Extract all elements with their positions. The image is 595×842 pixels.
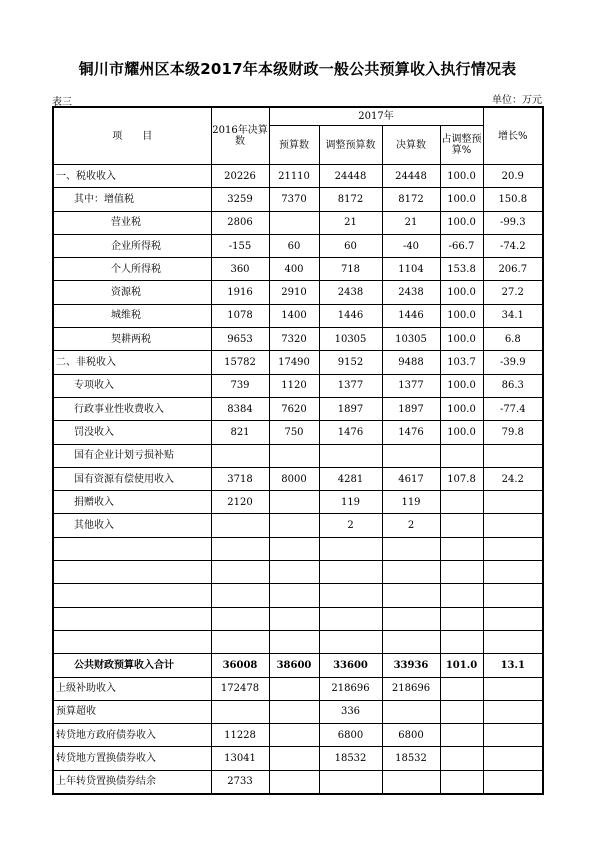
cell-adjusted: 8172 [319, 188, 382, 211]
cell-2016-final: 15782 [211, 351, 269, 374]
cell-item: 其他收入 [53, 514, 211, 537]
table-row [53, 561, 543, 584]
cell-budget [269, 491, 319, 514]
cell-item: 城维税 [53, 304, 211, 327]
cell-pct [440, 747, 483, 770]
cell-budget [269, 607, 319, 630]
cell-growth: -39.9 [483, 351, 543, 374]
cell-2016-final: 2733 [211, 770, 269, 794]
cell-growth [483, 630, 543, 653]
cell-budget: 8000 [269, 467, 319, 490]
table-row [53, 328, 543, 351]
cell-growth: 206.7 [483, 258, 543, 281]
cell-final [382, 444, 440, 467]
header-row-1 [53, 107, 543, 126]
table-row [53, 724, 543, 747]
cell-adjusted [319, 630, 382, 653]
cell-2016-final [211, 607, 269, 630]
cell-growth: 6.8 [483, 328, 543, 351]
cell-final: 119 [382, 491, 440, 514]
table-row [53, 491, 543, 514]
cell-adjusted: 10305 [319, 328, 382, 351]
cell-pct [440, 770, 483, 794]
cell-adjusted: 6800 [319, 724, 382, 747]
cell-final: 2 [382, 514, 440, 537]
header-year: 2017年 [269, 107, 483, 126]
header-growth: 增长% [483, 107, 543, 165]
cell-2016-final [211, 584, 269, 607]
cell-growth: 20.9 [483, 165, 543, 188]
cell-2016-final [211, 514, 269, 537]
cell-final: 1476 [382, 421, 440, 444]
cell-pct: 107.8 [440, 467, 483, 490]
cell-pct [440, 700, 483, 723]
cell-growth: 150.8 [483, 188, 543, 211]
table-row [53, 444, 543, 467]
cell-adjusted: 18532 [319, 747, 382, 770]
cell-item: 国有企业计划亏损补贴 [53, 444, 211, 467]
cell-adjusted: 24448 [319, 165, 382, 188]
cell-2016-final: 20226 [211, 165, 269, 188]
cell-final [382, 607, 440, 630]
cell-pct [440, 444, 483, 467]
cell-growth [483, 747, 543, 770]
cell-growth [483, 770, 543, 794]
cell-2016-final [211, 537, 269, 560]
cell-budget: 60 [269, 234, 319, 257]
cell-pct: 100.0 [440, 421, 483, 444]
cell-final [382, 537, 440, 560]
cell-budget [269, 677, 319, 700]
cell-budget: 2910 [269, 281, 319, 304]
cell-item: 一、税收收入 [53, 165, 211, 188]
cell-2016-final: 360 [211, 258, 269, 281]
cell-pct: 100.0 [440, 304, 483, 327]
table-row [53, 188, 543, 211]
cell-growth: 13.1 [483, 654, 543, 677]
cell-pct: 100.0 [440, 281, 483, 304]
cell-adjusted: 9152 [319, 351, 382, 374]
cell-budget [269, 747, 319, 770]
cell-budget: 7620 [269, 397, 319, 420]
cell-growth: -99.3 [483, 211, 543, 234]
cell-final: 6800 [382, 724, 440, 747]
cell-growth [483, 724, 543, 747]
cell-item: 上年转贷置换债券结余 [53, 770, 211, 794]
table-row [53, 165, 543, 188]
cell-pct [440, 584, 483, 607]
header-item: 项 目 [53, 107, 211, 165]
cell-growth: 27.2 [483, 281, 543, 304]
cell-final: 18532 [382, 747, 440, 770]
cell-growth [483, 584, 543, 607]
cell-item: 转贷地方置换债券收入 [53, 747, 211, 770]
cell-growth: -74.2 [483, 234, 543, 257]
cell-adjusted: 119 [319, 491, 382, 514]
table-row [53, 654, 543, 677]
cell-item [53, 537, 211, 560]
cell-growth: 24.2 [483, 467, 543, 490]
cell-final: -40 [382, 234, 440, 257]
cell-budget [269, 444, 319, 467]
cell-2016-final: 3718 [211, 467, 269, 490]
cell-pct [440, 724, 483, 747]
cell-final: 8172 [382, 188, 440, 211]
cell-item: 企业所得税 [53, 234, 211, 257]
cell-2016-final: 1916 [211, 281, 269, 304]
cell-item: 行政事业性收费收入 [53, 397, 211, 420]
cell-adjusted: 1476 [319, 421, 382, 444]
cell-final: 24448 [382, 165, 440, 188]
cell-item: 资源税 [53, 281, 211, 304]
header-adjusted: 调整预算数 [319, 126, 382, 165]
cell-final [382, 700, 440, 723]
header-budget: 预算数 [269, 126, 319, 165]
header-final: 决算数 [382, 126, 440, 165]
cell-growth [483, 561, 543, 584]
cell-budget: 1400 [269, 304, 319, 327]
table-row [53, 234, 543, 257]
cell-adjusted: 21 [319, 211, 382, 234]
cell-growth: 34.1 [483, 304, 543, 327]
cell-final: 1104 [382, 258, 440, 281]
table-row [53, 304, 543, 327]
cell-budget: 750 [269, 421, 319, 444]
table-number: 表三 [52, 97, 72, 108]
cell-budget [269, 537, 319, 560]
table-row [53, 607, 543, 630]
cell-adjusted: 2438 [319, 281, 382, 304]
cell-pct: 101.0 [440, 654, 483, 677]
cell-2016-final [211, 561, 269, 584]
cell-item: 个人所得税 [53, 258, 211, 281]
cell-adjusted [319, 561, 382, 584]
table-row [53, 351, 543, 374]
cell-budget: 21110 [269, 165, 319, 188]
revenue-table [52, 106, 544, 795]
table-row [53, 747, 543, 770]
cell-adjusted: 218696 [319, 677, 382, 700]
table-row [53, 258, 543, 281]
cell-final: 1377 [382, 374, 440, 397]
cell-budget: 7370 [269, 188, 319, 211]
cell-pct [440, 537, 483, 560]
table-row [53, 397, 543, 420]
header-pct-adjusted: 占调整预算% [440, 126, 483, 165]
cell-budget [269, 724, 319, 747]
cell-budget [269, 770, 319, 794]
cell-adjusted [319, 770, 382, 794]
cell-item: 公共财政预算收入合计 [53, 654, 211, 677]
cell-adjusted [319, 537, 382, 560]
cell-pct: 100.0 [440, 397, 483, 420]
cell-item: 国有资源有偿使用收入 [53, 467, 211, 490]
page-title: 铜川市耀州区本级2017年本级财政一般公共预算收入执行情况表 [78, 60, 517, 78]
cell-item: 罚没收入 [53, 421, 211, 444]
cell-budget [269, 514, 319, 537]
table-body [53, 165, 543, 795]
cell-final: 21 [382, 211, 440, 234]
cell-adjusted: 4281 [319, 467, 382, 490]
cell-item: 其中：增值税 [53, 188, 211, 211]
cell-adjusted [319, 607, 382, 630]
cell-final: 33936 [382, 654, 440, 677]
cell-pct [440, 491, 483, 514]
cell-2016-final [211, 630, 269, 653]
cell-item: 专项收入 [53, 374, 211, 397]
cell-2016-final: 2120 [211, 491, 269, 514]
cell-final: 2438 [382, 281, 440, 304]
cell-final [382, 584, 440, 607]
cell-2016-final: 821 [211, 421, 269, 444]
cell-pct [440, 607, 483, 630]
table-row [53, 630, 543, 653]
table-row [53, 467, 543, 490]
cell-final: 4617 [382, 467, 440, 490]
cell-final [382, 561, 440, 584]
cell-item: 转贷地方政府债券收入 [53, 724, 211, 747]
cell-growth [483, 514, 543, 537]
cell-growth [483, 537, 543, 560]
cell-budget: 17490 [269, 351, 319, 374]
cell-pct: 100.0 [440, 165, 483, 188]
cell-item: 契耕两税 [53, 328, 211, 351]
cell-2016-final: 2806 [211, 211, 269, 234]
cell-final: 218696 [382, 677, 440, 700]
table-row [53, 770, 543, 794]
cell-budget [269, 584, 319, 607]
cell-2016-final: 9653 [211, 328, 269, 351]
cell-item [53, 630, 211, 653]
cell-item: 预算超收 [53, 700, 211, 723]
cell-adjusted [319, 444, 382, 467]
cell-growth [483, 491, 543, 514]
table-row [53, 281, 543, 304]
cell-budget [269, 561, 319, 584]
cell-budget: 7320 [269, 328, 319, 351]
cell-2016-final [211, 700, 269, 723]
cell-growth [483, 677, 543, 700]
cell-item [53, 561, 211, 584]
cell-item: 上级补助收入 [53, 677, 211, 700]
cell-2016-final [211, 444, 269, 467]
cell-adjusted: 1446 [319, 304, 382, 327]
cell-adjusted [319, 584, 382, 607]
cell-2016-final: 739 [211, 374, 269, 397]
cell-2016-final: 11228 [211, 724, 269, 747]
cell-pct [440, 561, 483, 584]
cell-2016-final: 1078 [211, 304, 269, 327]
cell-pct: -66.7 [440, 234, 483, 257]
cell-2016-final: 36008 [211, 654, 269, 677]
cell-budget: 400 [269, 258, 319, 281]
cell-final [382, 630, 440, 653]
cell-pct [440, 514, 483, 537]
cell-adjusted: 2 [319, 514, 382, 537]
cell-final: 1446 [382, 304, 440, 327]
cell-pct: 100.0 [440, 328, 483, 351]
cell-item [53, 584, 211, 607]
header-2016-final: 2016年决算数 [211, 107, 269, 165]
cell-2016-final: 172478 [211, 677, 269, 700]
cell-adjusted: 60 [319, 234, 382, 257]
cell-final: 1897 [382, 397, 440, 420]
table-row [53, 584, 543, 607]
cell-budget: 38600 [269, 654, 319, 677]
cell-pct [440, 677, 483, 700]
cell-pct: 100.0 [440, 188, 483, 211]
cell-item: 捐赠收入 [53, 491, 211, 514]
cell-growth [483, 607, 543, 630]
cell-budget [269, 700, 319, 723]
table-row [53, 514, 543, 537]
cell-2016-final: -155 [211, 234, 269, 257]
cell-budget [269, 630, 319, 653]
cell-adjusted: 1377 [319, 374, 382, 397]
table-row [53, 700, 543, 723]
cell-pct: 100.0 [440, 374, 483, 397]
cell-pct [440, 630, 483, 653]
unit-label: 单位：万元 [492, 95, 542, 106]
cell-growth: 86.3 [483, 374, 543, 397]
table-row [53, 677, 543, 700]
cell-item: 二、非税收入 [53, 351, 211, 374]
cell-pct: 153.8 [440, 258, 483, 281]
table-row [53, 374, 543, 397]
cell-2016-final: 8384 [211, 397, 269, 420]
table-row [53, 537, 543, 560]
cell-adjusted: 718 [319, 258, 382, 281]
cell-item [53, 607, 211, 630]
table-row [53, 421, 543, 444]
table-row [53, 211, 543, 234]
cell-adjusted: 336 [319, 700, 382, 723]
cell-growth: 79.8 [483, 421, 543, 444]
cell-pct: 103.7 [440, 351, 483, 374]
cell-growth: -77.4 [483, 397, 543, 420]
cell-2016-final: 13041 [211, 747, 269, 770]
cell-growth [483, 700, 543, 723]
cell-2016-final: 3259 [211, 188, 269, 211]
cell-pct: 100.0 [440, 211, 483, 234]
cell-final: 10305 [382, 328, 440, 351]
cell-budget: 1120 [269, 374, 319, 397]
cell-item: 营业税 [53, 211, 211, 234]
cell-final [382, 770, 440, 794]
cell-growth [483, 444, 543, 467]
cell-adjusted: 1897 [319, 397, 382, 420]
cell-budget [269, 211, 319, 234]
cell-adjusted: 33600 [319, 654, 382, 677]
cell-final: 9488 [382, 351, 440, 374]
